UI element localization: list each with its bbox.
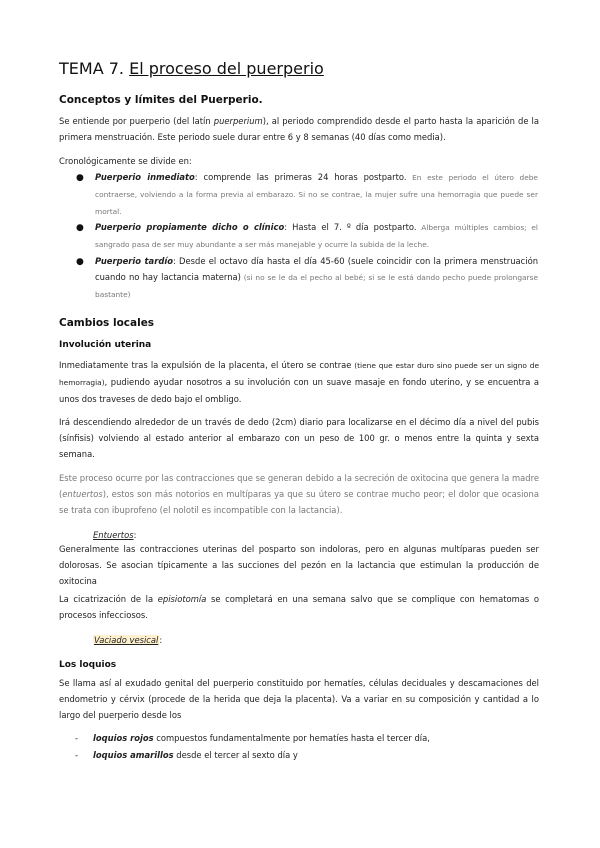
bullet-icon: ● xyxy=(76,223,84,233)
involucion-paragraph-3: Este proceso ocurre por las contracciones que se generan debido a la secreción de oxitocina que genera la madre (entuertos), estos son más notorios en multíparas ya que su útero se contrae mucho peor; el dolor que ocasiona se trata con ibuprofeno (el nolotil es incompatible con la lactancia). xyxy=(59,473,539,515)
involucion-paragraph-2: Irá descendiendo alrededor de un través de dedo (2cm) diario para localizarse en el décimo día a nivel del pubis (sínfisis) volviendo al estado anterior al embarazo con un peso de 100 gr. o menos entre la quinta y sexta semana. xyxy=(59,417,539,459)
list-item-inmediato: Puerperio inmediato: comprende las primeras 24 horas postparto. En este periodo el útero debe contraerse, volviendo a la forma previa al embarazo. Si no se contrae, la mujer sufre una hemorragia que puede ser mortal. xyxy=(95,172,538,216)
involucion-paragraph-1: Inmediatamente tras la expulsión de la placenta, el útero se contrae (tiene que estar duro sino puede ser un signo de hemorragia), pudiendo ayudar nosotros a su involución con un suave masaje en fondo uterino, y se encuentra a unos dos traveses de dedo bajo el ombligo. xyxy=(59,360,539,404)
title-prefix: TEMA 7. xyxy=(59,59,130,78)
cronologia-text: Cronológicamente se divide en: xyxy=(59,156,192,166)
list-item-loquios-amarillos: loquios amarillos desde el tercer al sexto día y xyxy=(93,750,298,760)
subheading-loquios: Los loquios xyxy=(59,660,117,670)
list-item-loquios-rojos: loquios rojos compuestos fundamentalmente por hematíes hasta el tercer día, xyxy=(93,733,430,743)
section-heading-conceptos: Conceptos y límites del Puerperio. xyxy=(59,94,263,106)
dash-bullet-icon: - xyxy=(75,750,79,760)
page-title xyxy=(59,59,324,78)
list-item-tardio: Puerperio tardío: Desde el octavo día hasta el día 45-60 (suele coincidir con la primera menstruación cuando no hay lactancia materna) (si no se le da el pecho al bebé; si se le está dando pecho puede prolongarse bastante) xyxy=(95,256,538,299)
entuertos-paragraph: Generalmente las contracciones uterinas del posparto son indoloras, pero en algunas multíparas pueden ser dolorosas. Se asocian típicamente a las succiones del pezón en la lactancia que estimulan la producción de oxitocina xyxy=(59,544,539,586)
bullet-icon: ● xyxy=(76,173,84,183)
title-main: El proceso del puerperio xyxy=(129,59,324,78)
loquios-paragraph: Se llama así al exudado genital del puerperio constituido por hematíes, células deciduales y descamaciones del endometrio y cérvix (procede de la herida que deja la placenta). Va a variar en su composición y cantidad a lo largo del puerperio desde los xyxy=(59,678,539,720)
list-item-clinico: Puerperio propiamente dicho o clínico: Hasta el 7. º día postparto. Alberga múltiples cambios; el sangrado pasa de ser muy abundante a ser más manejable y ocurre la subida de la leche. xyxy=(95,222,538,249)
dash-bullet-icon: - xyxy=(75,733,79,743)
bullet-icon: ● xyxy=(76,257,84,267)
episiotomia-paragraph: La cicatrización de la episiotomía se completará en una semana salvo que se complique con hematomas o procesos infecciosos. xyxy=(59,594,539,620)
puerperium-term: puerperium xyxy=(213,116,263,126)
entuertos-label: Entuertos: xyxy=(93,530,137,540)
section-heading-cambios: Cambios locales xyxy=(59,317,155,329)
vaciado-vesical-label: Vaciado vesical: xyxy=(94,635,163,645)
subheading-involucion: Involución uterina xyxy=(59,340,152,350)
intro-paragraph: Se entiende por puerperio (del latín puerperium), al periodo comprendido desde el parto hasta la aparición de la primera menstruación. Este periodo suele durar entre 6 y 8 semanas (40 días como media). xyxy=(59,116,539,142)
